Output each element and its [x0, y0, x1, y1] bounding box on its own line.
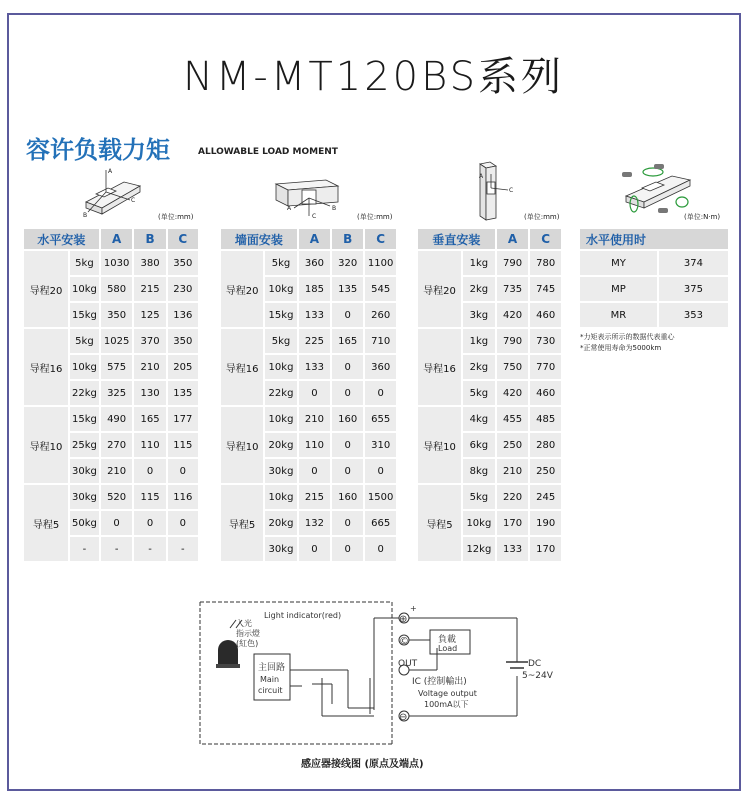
- table-cell: 730: [530, 329, 561, 353]
- horizontal-mount-table: [22, 227, 200, 563]
- table-cell: 1500: [365, 485, 396, 509]
- axis-label-c: C: [131, 197, 136, 204]
- table-cell: 15kg: [70, 303, 99, 327]
- table-cell: -: [134, 537, 165, 561]
- table-header: 垂直安装: [418, 229, 495, 249]
- table-cell: 0: [101, 511, 133, 535]
- table-cell: 1025: [101, 329, 133, 353]
- table-cell: 30kg: [265, 537, 297, 561]
- pin-ic-icon: ©: [399, 636, 409, 647]
- table-cell: 460: [530, 303, 561, 327]
- table-cell: 770: [530, 355, 561, 379]
- table-cell: 5kg: [265, 251, 297, 275]
- current-label: 100mA以下: [424, 700, 469, 709]
- table-cell: 132: [299, 511, 330, 535]
- table-cell: 245: [530, 485, 561, 509]
- led-icon: [218, 640, 238, 664]
- unit-label: (单位:mm): [158, 213, 194, 221]
- group-label: 导程10: [221, 407, 263, 483]
- table-cell: 1kg: [463, 251, 495, 275]
- unit-label: (单位:mm): [357, 213, 393, 221]
- main-circuit-cn: 主回路: [258, 663, 286, 673]
- table-cell: 4kg: [463, 407, 495, 431]
- table-cell: 420: [497, 303, 529, 327]
- table-cell: 0: [332, 303, 363, 327]
- table-cell: 735: [497, 277, 529, 301]
- table-cell: 0: [299, 537, 330, 561]
- notes: [580, 332, 675, 354]
- table-cell: 353: [659, 303, 728, 327]
- group-label: 导程20: [418, 251, 461, 327]
- table-cell: 130: [134, 381, 165, 405]
- moment-diagram: [620, 162, 700, 218]
- group-label: 导程5: [221, 485, 263, 561]
- table-cell: 260: [365, 303, 396, 327]
- moment-table: [578, 227, 730, 329]
- table-cell: 5kg: [463, 485, 495, 509]
- group-label: 导程20: [221, 251, 263, 327]
- load-en: Load: [438, 644, 458, 653]
- table-cell: 750: [497, 355, 529, 379]
- table-cell: 490: [101, 407, 133, 431]
- table-cell: 580: [101, 277, 133, 301]
- vertical-mount-diagram: [470, 160, 520, 222]
- main-circuit-en2: circuit: [258, 686, 283, 695]
- group-label: 导程10: [24, 407, 68, 483]
- section-title: 容许负载力矩: [26, 136, 170, 164]
- table-cell: 160: [332, 485, 363, 509]
- table-header: B: [134, 229, 165, 249]
- table-cell: 125: [134, 303, 165, 327]
- table-cell: 790: [497, 329, 529, 353]
- table-cell: 2kg: [463, 277, 495, 301]
- table-cell: 110: [299, 433, 330, 457]
- table-cell: 0: [134, 459, 165, 483]
- table-cell: 374: [659, 251, 728, 275]
- table-cell: 10kg: [265, 355, 297, 379]
- table-cell: 0: [365, 459, 396, 483]
- table-cell: 0: [365, 537, 396, 561]
- table-cell: 170: [530, 537, 561, 561]
- table-cell: 420: [497, 381, 529, 405]
- table-cell: 210: [134, 355, 165, 379]
- table-cell: 0: [365, 381, 396, 405]
- table-header: A: [497, 229, 529, 249]
- out-label: OUT: [398, 659, 418, 669]
- wiring-caption: 感应器接线图 (原点及端点): [301, 759, 424, 770]
- pin-plus-icon: ⊕: [399, 614, 408, 625]
- plus-sign: +: [410, 604, 417, 613]
- table-cell: 10kg: [265, 485, 297, 509]
- entry-light-label: 入光: [236, 619, 252, 628]
- table-cell: 133: [497, 537, 529, 561]
- table-header: B: [332, 229, 363, 249]
- table-cell: 170: [497, 511, 529, 535]
- table-cell: 0: [134, 511, 165, 535]
- axis-label-a: A: [479, 173, 484, 180]
- led-base: [216, 664, 240, 668]
- table-cell: 655: [365, 407, 396, 431]
- table-cell: -: [70, 537, 99, 561]
- table-cell: 30kg: [70, 459, 99, 483]
- wiring-diagram: [192, 598, 572, 748]
- table-cell: 3kg: [463, 303, 495, 327]
- table-cell: 12kg: [463, 537, 495, 561]
- table-cell: 0: [299, 381, 330, 405]
- table-cell: 20kg: [265, 511, 297, 535]
- table-cell: 10kg: [70, 355, 99, 379]
- table-cell: 210: [101, 459, 133, 483]
- dc-range-label: 5~24V: [522, 671, 553, 681]
- table-cell: 2kg: [463, 355, 495, 379]
- group-label: 导程5: [24, 485, 68, 561]
- table-cell: 215: [134, 277, 165, 301]
- table-cell: MY: [580, 251, 657, 275]
- table-cell: 22kg: [70, 381, 99, 405]
- note-item: *正常使用寿命为5000km: [580, 344, 662, 352]
- table-cell: 133: [299, 355, 330, 379]
- group-label: 导程10: [418, 407, 461, 483]
- table-cell: 325: [101, 381, 133, 405]
- table-cell: 230: [168, 277, 198, 301]
- table-cell: 115: [134, 485, 165, 509]
- table-cell: 250: [530, 459, 561, 483]
- note-item: *力矩表示所示的数据代表重心: [580, 333, 675, 341]
- table-cell: 205: [168, 355, 198, 379]
- table-cell: 115: [168, 433, 198, 457]
- table-cell: 455: [497, 407, 529, 431]
- table-cell: 320: [332, 251, 363, 275]
- table-cell: 485: [530, 407, 561, 431]
- table-cell: 20kg: [265, 433, 297, 457]
- table-cell: 22kg: [265, 381, 297, 405]
- wall-mount-table: [219, 227, 398, 563]
- group-label: 导程16: [24, 329, 68, 405]
- table-cell: 375: [659, 277, 728, 301]
- table-cell: 370: [134, 329, 165, 353]
- table-cell: 133: [299, 303, 330, 327]
- unit-label: (单位:mm): [524, 213, 560, 221]
- table-cell: 185: [299, 277, 330, 301]
- table-cell: 520: [101, 485, 133, 509]
- vertical-mount-table: [416, 227, 563, 563]
- group-label: 导程16: [221, 329, 263, 405]
- table-cell: 30kg: [70, 485, 99, 509]
- table-cell: 10kg: [265, 277, 297, 301]
- group-label: 导程20: [24, 251, 68, 327]
- axis-label-b: B: [83, 212, 88, 219]
- table-cell: 270: [101, 433, 133, 457]
- table-cell: 165: [134, 407, 165, 431]
- table-cell: 5kg: [463, 381, 495, 405]
- pin-minus-icon: ⊖: [399, 712, 408, 723]
- table-cell: 15kg: [70, 407, 99, 431]
- table-header: A: [101, 229, 133, 249]
- table-cell: 135: [168, 381, 198, 405]
- table-cell: 25kg: [70, 433, 99, 457]
- table-cell: 15kg: [265, 303, 297, 327]
- table-cell: 135: [332, 277, 363, 301]
- table-cell: 790: [497, 251, 529, 275]
- table-cell: 0: [332, 511, 363, 535]
- table-cell: 575: [101, 355, 133, 379]
- table-cell: 50kg: [70, 511, 99, 535]
- table-cell: 250: [497, 433, 529, 457]
- table-cell: 0: [332, 459, 363, 483]
- table-cell: 0: [168, 459, 198, 483]
- table-cell: 177: [168, 407, 198, 431]
- table-cell: 5kg: [70, 251, 99, 275]
- table-cell: 220: [497, 485, 529, 509]
- display-lamp-label: 指示燈: [236, 629, 260, 638]
- table-cell: 190: [530, 511, 561, 535]
- main-circuit-en1: Main: [260, 675, 280, 684]
- table-cell: 136: [168, 303, 198, 327]
- light-indicator-label: Light indicator(red): [264, 611, 342, 620]
- table-cell: 1100: [365, 251, 396, 275]
- table-header: C: [530, 229, 561, 249]
- table-cell: 0: [299, 459, 330, 483]
- ic-label: IC (控制輸出): [412, 677, 467, 687]
- table-cell: 116: [168, 485, 198, 509]
- table-cell: 0: [332, 381, 363, 405]
- table-cell: 460: [530, 381, 561, 405]
- table-cell: 0: [332, 355, 363, 379]
- table-cell: 1030: [101, 251, 133, 275]
- table-cell: 10kg: [265, 407, 297, 431]
- table-header: C: [365, 229, 396, 249]
- table-header: 墙面安装: [221, 229, 297, 249]
- table-cell: 280: [530, 433, 561, 457]
- table-cell: 160: [332, 407, 363, 431]
- axis-label-b: B: [332, 205, 337, 212]
- section-subtitle: ALLOWABLE LOAD MOMENT: [198, 147, 338, 157]
- table-cell: 0: [168, 511, 198, 535]
- table-cell: 5kg: [265, 329, 297, 353]
- table-cell: 360: [365, 355, 396, 379]
- table-cell: -: [168, 537, 198, 561]
- table-cell: 1kg: [463, 329, 495, 353]
- table-cell: 8kg: [463, 459, 495, 483]
- wall-mount-diagram: [272, 172, 342, 220]
- axis-label-c: C: [312, 213, 317, 220]
- voltage-label: Voltage output: [418, 689, 477, 698]
- table-cell: 780: [530, 251, 561, 275]
- dc-label: DC: [528, 659, 542, 669]
- table-cell: 0: [332, 537, 363, 561]
- table-cell: 350: [168, 329, 198, 353]
- load-cn: 負載: [438, 635, 457, 645]
- table-cell: MR: [580, 303, 657, 327]
- axis-label-a: A: [108, 168, 113, 175]
- unit-label: (单位:N·m): [684, 213, 721, 221]
- table-header: C: [168, 229, 198, 249]
- table-cell: 215: [299, 485, 330, 509]
- horizontal-mount-diagram: [80, 164, 150, 220]
- table-cell: 225: [299, 329, 330, 353]
- table-cell: 360: [299, 251, 330, 275]
- table-cell: 210: [497, 459, 529, 483]
- table-cell: 165: [332, 329, 363, 353]
- table-cell: 210: [299, 407, 330, 431]
- table-header: 水平使用时: [580, 229, 728, 249]
- group-label: 导程16: [418, 329, 461, 405]
- table-cell: 310: [365, 433, 396, 457]
- table-cell: MP: [580, 277, 657, 301]
- table-cell: 10kg: [70, 277, 99, 301]
- table-header: A: [299, 229, 330, 249]
- page-title: NM-MT120BS系列: [182, 54, 565, 100]
- table-cell: 350: [101, 303, 133, 327]
- table-cell: 5kg: [70, 329, 99, 353]
- table-cell: 350: [168, 251, 198, 275]
- table-cell: 710: [365, 329, 396, 353]
- group-label: 导程5: [418, 485, 461, 561]
- table-cell: 6kg: [463, 433, 495, 457]
- table-cell: 745: [530, 277, 561, 301]
- table-cell: 380: [134, 251, 165, 275]
- table-cell: 0: [332, 433, 363, 457]
- table-cell: 665: [365, 511, 396, 535]
- axis-label-a: A: [287, 205, 292, 212]
- table-cell: 545: [365, 277, 396, 301]
- red-label: (紅色): [236, 639, 259, 648]
- axis-label-c: C: [509, 187, 514, 194]
- table-header: 水平安装: [24, 229, 99, 249]
- table-cell: 10kg: [463, 511, 495, 535]
- table-cell: -: [101, 537, 133, 561]
- table-cell: 110: [134, 433, 165, 457]
- table-cell: 30kg: [265, 459, 297, 483]
